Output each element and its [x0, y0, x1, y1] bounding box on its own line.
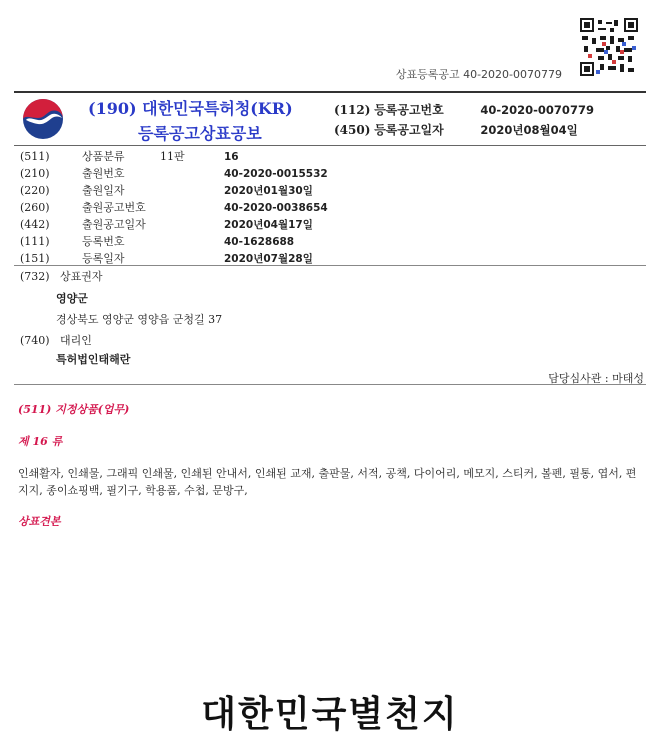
government-emblem: [22, 98, 64, 140]
biblio-label: 출원일자: [82, 184, 125, 197]
goods-section-title: (511) 지정상품(업무): [18, 403, 130, 416]
publication-label: 상표등록공고: [395, 68, 460, 81]
biblio-code: (260): [20, 201, 50, 214]
top-rule: [14, 91, 646, 93]
meta-label: 등록공고번호: [374, 103, 444, 117]
biblio-code: (210): [20, 167, 50, 180]
biblio-label: 출원공고일자: [82, 218, 146, 231]
qr-code: [580, 18, 638, 76]
biblio-label: 출원공고번호: [82, 201, 146, 214]
biblio-row: [20, 234, 294, 250]
holder-code: (732): [20, 270, 50, 283]
biblio-value: 40-1628688: [224, 236, 295, 248]
biblio-value: 40-2020-0038654: [224, 202, 328, 214]
agent-code: (740): [20, 334, 50, 347]
biblio-row: [20, 183, 313, 199]
biblio-value: 40-2020-0015532: [224, 168, 328, 180]
meta-value: 2020년08월04일: [480, 123, 578, 137]
header-rule: [14, 145, 646, 146]
publication-number: [396, 66, 562, 82]
examiner: 담당심사관 : 마태성: [548, 372, 644, 385]
biblio-rule: [14, 265, 646, 266]
header-meta-row: [334, 101, 594, 118]
goods-class-heading: 제 16 류: [18, 435, 63, 448]
biblio-row: [20, 149, 239, 165]
holder-heading: [20, 268, 103, 284]
biblio-code: (442): [20, 218, 50, 231]
biblio-class: 11판: [160, 150, 185, 163]
biblio-code: (220): [20, 184, 50, 197]
biblio-label: 출원번호: [82, 167, 125, 180]
biblio-code: (151): [20, 252, 50, 265]
biblio-row: [20, 217, 313, 233]
biblio-value: 16: [224, 151, 239, 163]
holder-address: 경상북도 영양군 영양읍 군청길 37: [56, 313, 223, 326]
goods-list: 인쇄활자, 인쇄물, 그래픽 인쇄물, 인쇄된 안내서, 인쇄된 교재, 출판물, 서적, 공책, 다이어리, 메모지, 스티커, 볼펜, 필통, 엽서, 편지지, 종이쇼핑백, 필기구, 학용품, 수첩, 문방구,: [18, 467, 637, 497]
agent-heading: [20, 332, 92, 348]
trademark-banner: 대한민국별천지: [201, 694, 459, 735]
publication-number-value: 40-2020-0070779: [463, 68, 562, 81]
biblio-value: 2020년01월30일: [224, 185, 313, 197]
biblio-value: 2020년04월17일: [224, 219, 313, 231]
agent-label: 대리인: [60, 334, 92, 347]
meta-label: 등록공고일자: [374, 123, 444, 137]
party-rule: [14, 384, 646, 385]
agent-name: 특허법인태해란: [56, 353, 131, 366]
holder-label: 상표권자: [60, 270, 103, 283]
meta-code: (112): [334, 103, 371, 117]
mark-section-title: 상표견본: [18, 515, 61, 528]
gazette-title: 등록공고상표공보: [138, 124, 262, 143]
office-title: (190) 대한민국특허청(KR): [88, 99, 293, 118]
header-meta-row: [334, 121, 578, 138]
biblio-value: 2020년07월28일: [224, 253, 313, 265]
biblio-code: (111): [20, 235, 50, 248]
biblio-row: [20, 200, 328, 216]
biblio-label: 등록일자: [82, 252, 125, 265]
meta-code: (450): [334, 123, 371, 137]
biblio-code: (511): [20, 150, 50, 163]
biblio-row: [20, 166, 328, 182]
biblio-label: 상품분류: [82, 150, 125, 163]
biblio-label: 등록번호: [82, 235, 125, 248]
holder-name: 영양군: [56, 292, 88, 305]
meta-value: 40-2020-0070779: [480, 103, 594, 117]
